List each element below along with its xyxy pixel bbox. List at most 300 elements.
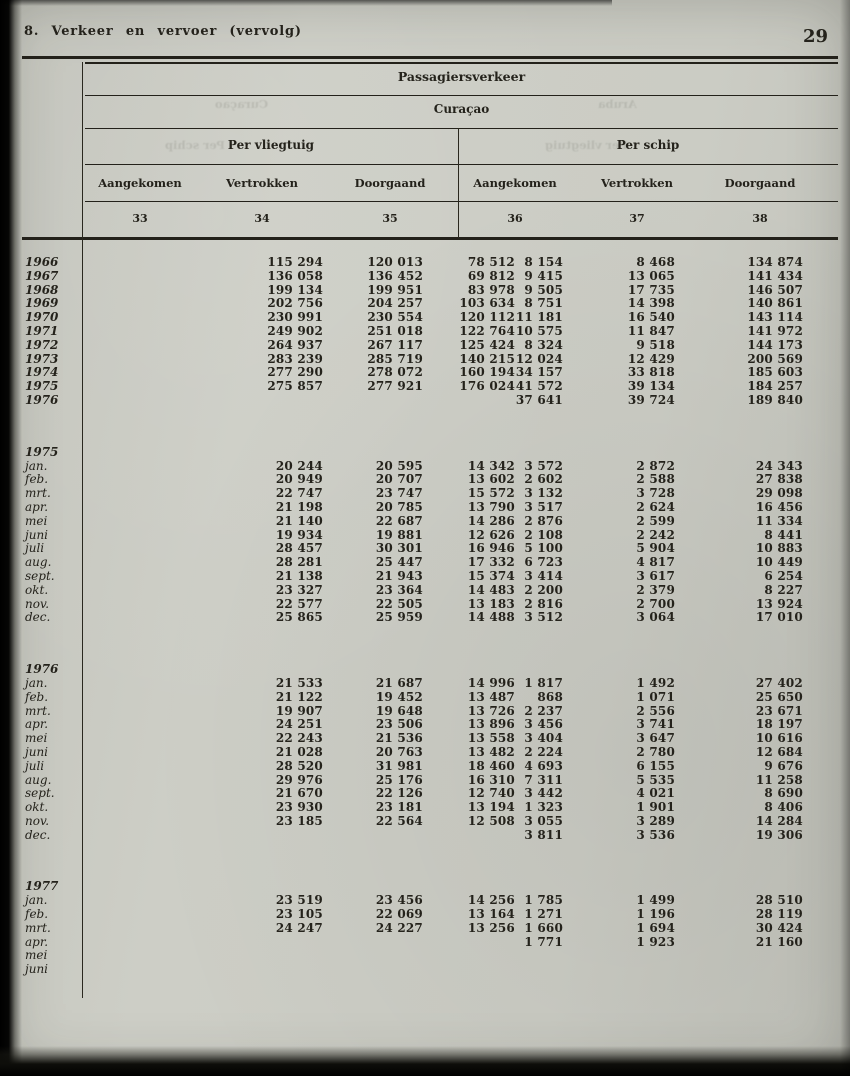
table-cell: 16 310 [467, 772, 515, 787]
table-cell: 2 876 [524, 513, 563, 528]
column-header-38: Doorgaand [724, 176, 796, 190]
table-cell: 8 751 [524, 296, 563, 311]
table-row [22, 380, 838, 394]
table-cell: 2 242 [636, 527, 675, 542]
table-cell: 3 728 [636, 486, 675, 501]
table-thick-rule [22, 237, 838, 240]
table-cell: 136 452 [367, 268, 423, 283]
table-cell: 23 519 [275, 893, 323, 908]
table-row [22, 394, 838, 408]
table-cell: 1 660 [524, 920, 563, 935]
table-cell: 23 181 [375, 800, 423, 815]
table-cell: 28 457 [275, 541, 323, 556]
table-cell [675, 949, 803, 963]
table-cell: 23 671 [755, 703, 803, 718]
table-cell: 10 575 [515, 323, 563, 338]
table-cell: 6 723 [524, 555, 563, 570]
table-cell: 20 595 [375, 458, 423, 473]
table-row [22, 501, 838, 515]
table-row [22, 774, 838, 788]
table-row [22, 691, 838, 705]
table-cell: 2 624 [636, 499, 675, 514]
table-cell: 140 861 [747, 296, 803, 311]
table-cell [675, 963, 803, 977]
table-row [22, 366, 838, 380]
row-label: dec. [25, 610, 51, 625]
table-cell: 25 865 [275, 610, 323, 625]
table-cell: 13 726 [467, 703, 515, 718]
row-label: juni [25, 962, 49, 977]
table-cell: 230 554 [367, 310, 423, 325]
table-cell: 20 763 [375, 744, 423, 759]
table-cell: 8 406 [764, 800, 803, 815]
table-cell: 69 812 [467, 268, 515, 283]
table-cell: 22 577 [275, 596, 323, 611]
table-rule [85, 128, 838, 129]
table-cell: 21 122 [275, 689, 323, 704]
table-cell: 12 626 [467, 527, 515, 542]
table-cell: 23 185 [275, 813, 323, 828]
table-cell: 2 556 [636, 703, 675, 718]
table-cell: 37 641 [515, 392, 563, 407]
ghost-bleedthrough-text: Aruba [598, 97, 637, 111]
section-heading-row [22, 880, 838, 894]
table-cell: 2 602 [524, 472, 563, 487]
row-label: feb. [25, 472, 49, 487]
table-cell: 13 256 [467, 920, 515, 935]
row-label: 1972 [25, 337, 59, 352]
table-cell: 3 617 [636, 568, 675, 583]
table-cell: 189 840 [747, 392, 803, 407]
table-cell: 14 488 [467, 610, 515, 625]
row-label: juni [25, 527, 49, 542]
table-row [22, 311, 838, 325]
table-cell: 11 258 [755, 772, 803, 787]
table-row [22, 542, 838, 556]
table-region-label: Curaçao [433, 102, 490, 116]
table-cell: 3 741 [636, 717, 675, 732]
table-cell: 14 996 [467, 675, 515, 690]
table-cell: 136 058 [267, 268, 323, 283]
row-label: mrt. [25, 486, 51, 501]
table-cell: 30 424 [755, 920, 803, 935]
table-rule [85, 95, 838, 96]
table-cell: 14 286 [467, 513, 515, 528]
scan-edge-top [0, 0, 612, 6]
table-row [22, 787, 838, 801]
table-cell: 10 616 [755, 731, 803, 746]
table-cell: 9 676 [764, 758, 803, 773]
row-label: 1973 [25, 351, 59, 366]
table-cell: 29 098 [755, 486, 803, 501]
row-label: sept. [25, 786, 55, 801]
table-cell: 19 306 [755, 827, 803, 842]
scan-edge-bottom [0, 1046, 850, 1076]
row-label: okt. [25, 800, 49, 815]
table-cell: 11 181 [515, 310, 563, 325]
table-cell: 23 747 [375, 486, 423, 501]
table-row [22, 325, 838, 339]
table-row [22, 746, 838, 760]
table-cell: 2 379 [636, 582, 675, 597]
column-number-34: 34 [254, 212, 270, 225]
table-cell [423, 963, 515, 977]
row-label: jan. [25, 458, 48, 473]
table-cell [563, 949, 675, 963]
table-cell: 2 780 [636, 744, 675, 759]
table-cell: 1 901 [636, 800, 675, 815]
table-cell: 3 289 [636, 813, 675, 828]
table-cell: 12 684 [755, 744, 803, 759]
table-row [22, 677, 838, 691]
table-cell: 19 452 [375, 689, 423, 704]
table-cell: 10 883 [755, 541, 803, 556]
table-cell: 19 648 [375, 703, 423, 718]
table-cell: 16 540 [627, 310, 675, 325]
table-row [22, 815, 838, 829]
table-row [22, 570, 838, 584]
row-label: juli [25, 758, 45, 773]
table-cell: 12 508 [467, 813, 515, 828]
table-cell: 2 224 [524, 744, 563, 759]
table-cell: 25 650 [755, 689, 803, 704]
row-label: mrt. [25, 920, 51, 935]
table-cell [85, 963, 323, 977]
table-cell: 2 237 [524, 703, 563, 718]
table-cell: 134 874 [747, 255, 803, 269]
table-cell: 249 902 [267, 323, 323, 338]
table-cell: 20 244 [275, 458, 323, 473]
header-rule [22, 56, 838, 59]
table-cell: 34 157 [515, 365, 563, 380]
column-number-38: 38 [752, 212, 768, 225]
table-cell: 3 132 [524, 486, 563, 501]
row-label: jan. [25, 675, 48, 690]
table-row [22, 556, 838, 570]
row-label: mei [25, 948, 48, 963]
table-cell [563, 963, 675, 977]
table-row [22, 460, 838, 474]
table-cell: 13 482 [467, 744, 515, 759]
row-label: apr. [25, 934, 49, 949]
table-cell: 6 254 [764, 568, 803, 583]
table-cell: 5 535 [636, 772, 675, 787]
table-cell: 4 021 [636, 786, 675, 801]
table-cell: 1 271 [524, 907, 563, 922]
table-cell: 204 257 [367, 296, 423, 311]
table-cell [85, 936, 323, 950]
table-row [22, 584, 838, 598]
table-row [22, 936, 838, 950]
table-cell: 78 512 [467, 255, 515, 269]
table-cell: 230 991 [267, 310, 323, 325]
table-cell: 10 449 [755, 555, 803, 570]
table-cell: 31 981 [375, 758, 423, 773]
table-cell: 3 647 [636, 731, 675, 746]
table-cell: 202 756 [267, 296, 323, 311]
table-cell: 2 588 [636, 472, 675, 487]
row-label: 1966 [25, 255, 59, 269]
table-cell: 199 134 [267, 282, 323, 297]
row-label: 1970 [25, 310, 59, 325]
table-cell: 8 468 [636, 255, 675, 269]
table-cell: 16 946 [467, 541, 515, 556]
table-cell: 122 764 [459, 323, 515, 338]
row-label: juli [25, 541, 45, 556]
table-cell: 1 492 [636, 675, 675, 690]
column-header-34: Vertrokken [226, 176, 298, 190]
table-cell: 13 558 [467, 731, 515, 746]
table-row [22, 487, 838, 501]
table-row [22, 894, 838, 908]
table-cell: 19 907 [275, 703, 323, 718]
table-cell: 27 402 [755, 675, 803, 690]
group-header-per-vliegtuig: Per vliegtuig [227, 138, 315, 152]
table-cell: 13 487 [467, 689, 515, 704]
table-cell: 22 747 [275, 486, 323, 501]
table-cell: 2 200 [524, 582, 563, 597]
table-cell: 83 978 [467, 282, 515, 297]
column-number-35: 35 [382, 212, 398, 225]
table-row [22, 963, 838, 977]
table-cell: 24 227 [375, 920, 423, 935]
row-label: apr. [25, 499, 49, 514]
row-label: mei [25, 731, 48, 746]
table-cell: 33 818 [627, 365, 675, 380]
table-cell: 141 434 [747, 268, 803, 283]
table-cell: 1 071 [636, 689, 675, 704]
table-row [22, 256, 838, 270]
table-cell: 17 332 [467, 555, 515, 570]
table-cell: 146 507 [747, 282, 803, 297]
row-label: aug. [25, 555, 52, 570]
ghost-bleedthrough-text: Per vliegtuig [545, 138, 628, 152]
table-cell: 14 398 [627, 296, 675, 311]
table-cell: 39 134 [627, 379, 675, 394]
table-row [22, 515, 838, 529]
table-cell [423, 829, 515, 843]
table-cell: 11 334 [755, 513, 803, 528]
table-cell [323, 963, 423, 977]
table-cell: 2 599 [636, 513, 675, 528]
table-row [22, 718, 838, 732]
table-cell: 278 072 [367, 365, 423, 380]
table-cell: 9 505 [524, 282, 563, 297]
table-cell: 8 690 [764, 786, 803, 801]
table-cell: 264 937 [267, 337, 323, 352]
table-cell: 1 499 [636, 893, 675, 908]
table-cell: 28 510 [755, 893, 803, 908]
table-cell: 5 904 [636, 541, 675, 556]
table-cell: 1 817 [524, 675, 563, 690]
table-cell: 103 634 [459, 296, 515, 311]
table-cell: 23 105 [275, 907, 323, 922]
table-cell: 9 518 [636, 337, 675, 352]
table-cell [515, 949, 563, 963]
table-cell: 19 881 [375, 527, 423, 542]
table-section [22, 663, 838, 842]
table-cell: 2 700 [636, 596, 675, 611]
table-cell: 21 687 [375, 675, 423, 690]
table-cell: 22 505 [375, 596, 423, 611]
table-row [22, 353, 838, 367]
ghost-bleedthrough-text: Per schip [165, 138, 225, 152]
table-cell: 125 424 [459, 337, 515, 352]
chapter-header: 8. Verkeer en vervoer (vervolg) [24, 24, 302, 39]
table-cell: 6 155 [636, 758, 675, 773]
group-divider-rule [458, 128, 459, 238]
table-cell: 144 173 [747, 337, 803, 352]
table-row [22, 284, 838, 298]
table-cell: 251 018 [367, 323, 423, 338]
row-label: 1968 [25, 282, 59, 297]
table-cell: 21 160 [755, 934, 803, 949]
table-cell: 8 324 [524, 337, 563, 352]
table-cell: 21 028 [275, 744, 323, 759]
table-cell: 41 572 [515, 379, 563, 394]
table-cell: 21 198 [275, 499, 323, 514]
table-row [22, 732, 838, 746]
table-cell: 8 227 [764, 582, 803, 597]
table-cell: 115 294 [267, 255, 323, 269]
column-header-33: Aangekomen [98, 176, 182, 190]
section-heading: 1977 [25, 879, 59, 894]
row-label: 1975 [25, 379, 59, 394]
table-cell [85, 949, 323, 963]
row-label: 1967 [25, 268, 59, 283]
table-cell: 17 735 [627, 282, 675, 297]
table-cell: 199 951 [367, 282, 423, 297]
table-cell: 22 687 [375, 513, 423, 528]
table-cell: 13 896 [467, 717, 515, 732]
table-cell: 14 342 [467, 458, 515, 473]
table-cell: 3 456 [524, 717, 563, 732]
table-cell: 2 108 [524, 527, 563, 542]
table-cell: 3 055 [524, 813, 563, 828]
table-cell: 2 872 [636, 458, 675, 473]
table-cell: 160 194 [459, 365, 515, 380]
table-rule [85, 164, 838, 165]
table-cell: 3 572 [524, 458, 563, 473]
table-row [22, 529, 838, 543]
table-cell [323, 949, 423, 963]
table-cell: 24 247 [275, 920, 323, 935]
table-cell: 1 694 [636, 920, 675, 935]
table-cell: 20 707 [375, 472, 423, 487]
table-cell: 23 506 [375, 717, 423, 732]
table-cell: 24 343 [755, 458, 803, 473]
table-cell: 200 569 [747, 351, 803, 366]
table-cell [423, 394, 515, 408]
table-cell: 24 251 [275, 717, 323, 732]
section-heading-row [22, 663, 838, 677]
table-cell: 28 281 [275, 555, 323, 570]
table-cell: 30 301 [375, 541, 423, 556]
table-body [22, 247, 838, 977]
column-number-36: 36 [507, 212, 523, 225]
table-cell: 25 959 [375, 610, 423, 625]
table-cell: 8 441 [764, 527, 803, 542]
table-cell: 22 243 [275, 731, 323, 746]
scan-edge-left [0, 0, 22, 1076]
table-cell: 25 447 [375, 555, 423, 570]
table-cell: 11 847 [627, 323, 675, 338]
table-cell: 3 414 [524, 568, 563, 583]
table-cell: 12 429 [627, 351, 675, 366]
table-cell: 143 114 [747, 310, 803, 325]
table-cell: 176 024 [459, 379, 515, 394]
table-cell: 23 930 [275, 800, 323, 815]
table-row [22, 297, 838, 311]
table-cell: 18 460 [467, 758, 515, 773]
table-section [22, 256, 838, 408]
table-cell: 13 790 [467, 499, 515, 514]
table-cell: 3 517 [524, 499, 563, 514]
table-top-rule [85, 62, 838, 64]
table-cell: 17 010 [755, 610, 803, 625]
row-label: dec. [25, 827, 51, 842]
row-label: 1969 [25, 296, 59, 311]
table-cell [323, 829, 423, 843]
table-cell: 277 921 [367, 379, 423, 394]
table-cell: 8 154 [524, 255, 563, 269]
table-cell: 3 064 [636, 610, 675, 625]
row-label: nov. [25, 596, 50, 611]
table-cell: 22 564 [375, 813, 423, 828]
row-label: juni [25, 744, 49, 759]
table-cell: 12 024 [515, 351, 563, 366]
row-label: aug. [25, 772, 52, 787]
table-cell: 28 119 [755, 907, 803, 922]
table-cell: 13 194 [467, 800, 515, 815]
table-row [22, 829, 838, 843]
table-row [22, 908, 838, 922]
table-cell [85, 394, 323, 408]
row-label: 1971 [25, 323, 59, 338]
table-cell: 141 972 [747, 323, 803, 338]
table-cell: 140 215 [459, 351, 515, 366]
table-cell [423, 949, 515, 963]
row-label: feb. [25, 689, 49, 704]
table-cell: 13 602 [467, 472, 515, 487]
column-header-37: Vertrokken [601, 176, 673, 190]
table-section [22, 880, 838, 977]
table-cell: 22 069 [375, 907, 423, 922]
table-cell: 14 284 [755, 813, 803, 828]
table-row [22, 598, 838, 612]
page-number: 29 [802, 26, 828, 47]
row-label: mei [25, 513, 48, 528]
table-cell: 20 949 [275, 472, 323, 487]
table-section [22, 446, 838, 625]
table-rule [85, 201, 838, 202]
row-label: 1974 [25, 365, 59, 380]
table-cell: 1 923 [636, 934, 675, 949]
table-cell [515, 963, 563, 977]
table-cell: 20 785 [375, 499, 423, 514]
table-cell: 277 290 [267, 365, 323, 380]
table-cell: 18 197 [755, 717, 803, 732]
table-cell: 184 257 [747, 379, 803, 394]
table-cell: 12 740 [467, 786, 515, 801]
table-cell: 16 456 [755, 499, 803, 514]
table-cell: 120 112 [459, 310, 515, 325]
column-number-37: 37 [629, 212, 645, 225]
scan-edge-right [840, 0, 850, 1076]
table-cell: 868 [537, 689, 563, 704]
row-label: apr. [25, 717, 49, 732]
table-cell: 15 374 [467, 568, 515, 583]
